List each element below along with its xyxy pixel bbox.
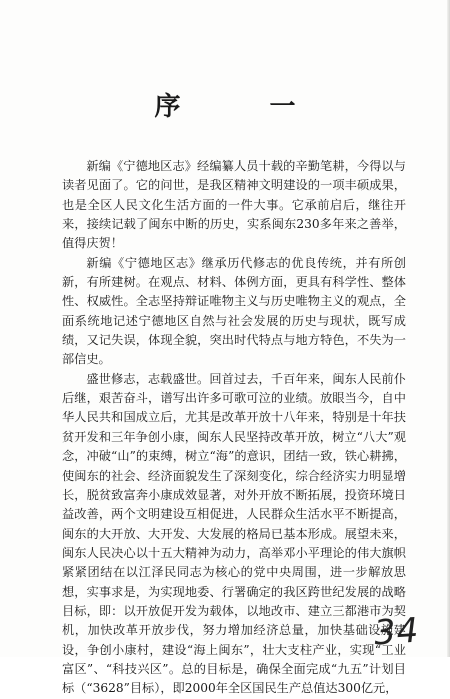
page-title: 序 一 [154, 92, 336, 122]
body-text [62, 157, 406, 699]
paragraph: 新编《宁德地区志》经编纂人员十载的辛勤笔耕，今得以与读者见面了。它的问世，是我区精神文明建设的一项丰硕成果，也是全区人民文化生活方面的一件大事。它承前启后，继往开来，接续记载了闽东中断的历史，实系闽东230多年来之善举，值得庆贺！ [62, 159, 406, 251]
handwritten-page-number: 34 [372, 610, 421, 654]
paragraph: 盛世修志，志载盛世。回首过去，千百年来，闽东人民前仆后继，艰苦奋斗，谱写出许多可歌可泣的业绩。放眼当今，自中华人民共和国成立后，尤其是改革开放十八年来，特别是十年扶贫开发和三年争创小康，闽东人民坚持改革开放，树立“八大”观念，冲破“山”的束缚，树立“海”的意识，团结一致，铁心耕拂，使闽东的社会、经济面貌发生了深刻变化，综合经济实力明显增长，脱贫致富奔小康成效显著，对外开放不断拓展，投资环境日益改善，两个文明建设互相促进，人民群众生活水平不断提高，闽东的大开放、大开发、大发展的格局已基本形成。展望未来，闽东人民决心以十五大精神为动力，高举邓小平理论的伟大旗帜紧紧团结在以江泽民同志为核心的党中央周围，进一步解放思想，实事求是，为实现地委、行署确定的我区跨世纪发展的战略目标，即：以开放促开发为载体，以地改市、建立三都港市为契机，加快改革开放步伐，努力增加经济总量，加快基础设施建设，争创小康村，建设“海上闽东”，壮大支柱产业，实现“工业富区”、“科技兴区”。总的目标是，确保全面完成“九五”计划目标（“3628”目标），即2000年全区国民生产总值达300亿元， [62, 371, 406, 696]
paragraph: 新编《宁德地区志》继承历代修志的优良传统，并有所创新，有所建树。在观点、材料、体例方面，更具有科学性、整体性、权威性。全志坚持辩证唯物主义与历史唯物主义的观点，全面系统地记述宁德地区自然与社会发展的历史与现状，既写成绩，又记失误，体现全貌，突出时代特点与地方特色，不失为一部信史。 [62, 255, 406, 367]
